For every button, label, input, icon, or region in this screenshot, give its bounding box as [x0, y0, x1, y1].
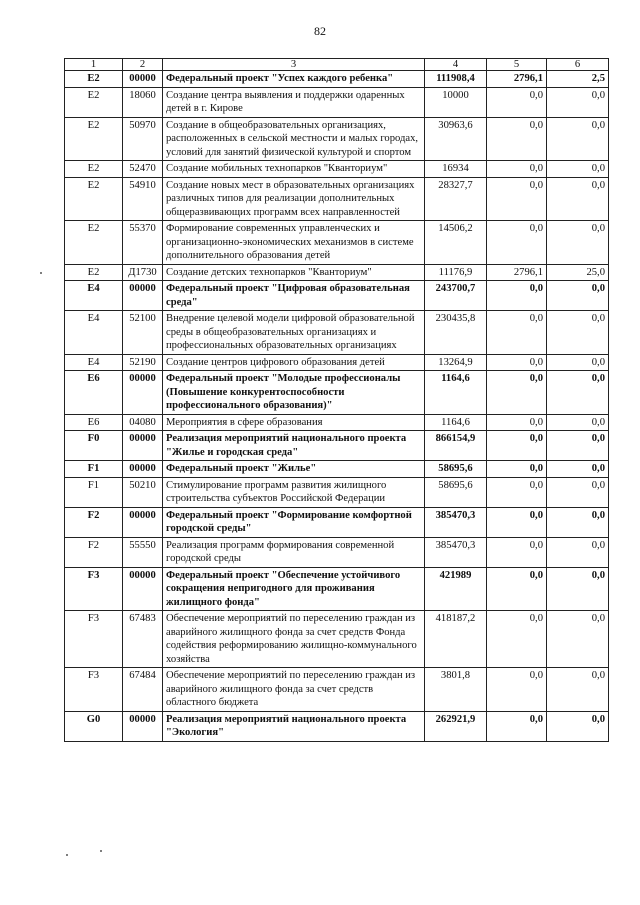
table-row — [65, 311, 609, 355]
row-subcode-cell: 00000 — [123, 371, 163, 415]
row-subcode-cell: 50970 — [123, 117, 163, 161]
row-code-cell: E6 — [65, 414, 123, 431]
row-amount-cell: 0,0 — [487, 537, 547, 567]
row-amount-cell: 0,0 — [487, 668, 547, 712]
row-amount-cell: 0,0 — [547, 461, 609, 478]
row-subcode-cell: 67484 — [123, 668, 163, 712]
row-name-cell: Федеральный проект "Обеспечение устойчивого сокращения непригодного для проживания жилищного фонда" — [163, 567, 425, 611]
row-amount-cell: 0,0 — [487, 281, 547, 311]
table-row — [65, 507, 609, 537]
row-amount-cell: 0,0 — [547, 117, 609, 161]
row-subcode-cell: 00000 — [123, 711, 163, 741]
scan-speck — [100, 850, 102, 852]
budget-table — [64, 58, 609, 742]
row-amount-cell: 2796,1 — [487, 264, 547, 281]
row-amount-cell: 0,0 — [487, 611, 547, 668]
row-amount-cell: 866154,9 — [425, 431, 487, 461]
row-name-cell: Реализация программ формирования современной городской среды — [163, 537, 425, 567]
table-row — [65, 371, 609, 415]
table-row — [65, 668, 609, 712]
row-amount-cell: 0,0 — [547, 711, 609, 741]
row-code-cell: E2 — [65, 161, 123, 178]
row-amount-cell: 0,0 — [487, 311, 547, 355]
row-amount-cell: 13264,9 — [425, 354, 487, 371]
row-code-cell: F0 — [65, 431, 123, 461]
row-name-cell: Федеральный проект "Жилье" — [163, 461, 425, 478]
column-header: 1 — [65, 59, 123, 71]
row-name-cell: Стимулирование программ развития жилищного строительства субъектов Российской Федерации — [163, 477, 425, 507]
row-subcode-cell: 00000 — [123, 507, 163, 537]
row-code-cell: E2 — [65, 87, 123, 117]
row-amount-cell: 385470,3 — [425, 537, 487, 567]
row-name-cell: Создание в общеобразовательных организациях, расположенных в сельской местности и малых городах, условий для занятий физической культурой и спортом — [163, 117, 425, 161]
table-row — [65, 264, 609, 281]
row-code-cell: E2 — [65, 264, 123, 281]
row-subcode-cell: 00000 — [123, 71, 163, 88]
row-amount-cell: 11176,9 — [425, 264, 487, 281]
column-header: 2 — [123, 59, 163, 71]
row-subcode-cell: 50210 — [123, 477, 163, 507]
row-amount-cell: 0,0 — [487, 354, 547, 371]
row-amount-cell: 2,5 — [547, 71, 609, 88]
table-row — [65, 431, 609, 461]
table-row — [65, 221, 609, 265]
row-code-cell: E2 — [65, 117, 123, 161]
row-amount-cell: 25,0 — [547, 264, 609, 281]
row-code-cell: F1 — [65, 477, 123, 507]
row-subcode-cell: 00000 — [123, 567, 163, 611]
row-subcode-cell: 55550 — [123, 537, 163, 567]
row-code-cell: F3 — [65, 611, 123, 668]
row-amount-cell: 0,0 — [547, 371, 609, 415]
table-body — [65, 71, 609, 742]
row-subcode-cell: 54910 — [123, 177, 163, 221]
table-row — [65, 117, 609, 161]
row-amount-cell: 0,0 — [547, 537, 609, 567]
row-code-cell: F2 — [65, 507, 123, 537]
row-amount-cell: 0,0 — [487, 461, 547, 478]
row-amount-cell: 111908,4 — [425, 71, 487, 88]
row-name-cell: Реализация мероприятий национального проекта "Экология" — [163, 711, 425, 741]
column-header: 4 — [425, 59, 487, 71]
row-amount-cell: 0,0 — [487, 177, 547, 221]
row-amount-cell: 58695,6 — [425, 477, 487, 507]
row-code-cell: E2 — [65, 177, 123, 221]
row-amount-cell: 0,0 — [547, 87, 609, 117]
row-subcode-cell: 52100 — [123, 311, 163, 355]
row-amount-cell: 0,0 — [487, 371, 547, 415]
row-amount-cell: 0,0 — [547, 668, 609, 712]
row-amount-cell: 230435,8 — [425, 311, 487, 355]
column-header: 3 — [163, 59, 425, 71]
row-subcode-cell: 55370 — [123, 221, 163, 265]
row-name-cell: Обеспечение мероприятий по переселению граждан из аварийного жилищного фонда за счет средств Фонда содействия реформированию жилищно-коммунального хозяйства — [163, 611, 425, 668]
row-name-cell: Создание мобильных технопарков "Кванториум" — [163, 161, 425, 178]
row-amount-cell: 0,0 — [547, 611, 609, 668]
table-row — [65, 161, 609, 178]
row-subcode-cell: Д1730 — [123, 264, 163, 281]
table-row — [65, 414, 609, 431]
row-name-cell: Реализация мероприятий национального проекта "Жилье и городская среда" — [163, 431, 425, 461]
row-amount-cell: 0,0 — [487, 477, 547, 507]
row-code-cell: F1 — [65, 461, 123, 478]
row-code-cell: F3 — [65, 567, 123, 611]
row-amount-cell: 0,0 — [547, 177, 609, 221]
row-amount-cell: 0,0 — [547, 414, 609, 431]
table-row — [65, 177, 609, 221]
row-amount-cell: 0,0 — [487, 567, 547, 611]
column-header: 5 — [487, 59, 547, 71]
row-subcode-cell: 18060 — [123, 87, 163, 117]
row-amount-cell: 0,0 — [547, 431, 609, 461]
row-code-cell: E4 — [65, 281, 123, 311]
row-amount-cell: 28327,7 — [425, 177, 487, 221]
row-amount-cell: 0,0 — [547, 507, 609, 537]
row-amount-cell: 30963,6 — [425, 117, 487, 161]
row-name-cell: Федеральный проект "Успех каждого ребенка" — [163, 71, 425, 88]
row-amount-cell: 0,0 — [547, 477, 609, 507]
row-amount-cell: 58695,6 — [425, 461, 487, 478]
row-name-cell: Внедрение целевой модели цифровой образовательной среды в общеобразовательных организациях и профессиональных образовательных организациях — [163, 311, 425, 355]
row-name-cell: Мероприятия в сфере образования — [163, 414, 425, 431]
row-amount-cell: 0,0 — [487, 431, 547, 461]
row-name-cell: Создание новых мест в образовательных организациях различных типов для реализации дополнительных общеразвивающих программ всех направленностей — [163, 177, 425, 221]
row-code-cell: G0 — [65, 711, 123, 741]
page-number: 82 — [314, 24, 326, 38]
row-subcode-cell: 00000 — [123, 281, 163, 311]
row-name-cell: Формирование современных управленческих и организационно-экономических механизмов в системе дополнительного образования детей — [163, 221, 425, 265]
row-amount-cell: 1164,6 — [425, 414, 487, 431]
row-amount-cell: 0,0 — [487, 87, 547, 117]
row-amount-cell: 0,0 — [487, 414, 547, 431]
row-amount-cell: 1164,6 — [425, 371, 487, 415]
row-subcode-cell: 52470 — [123, 161, 163, 178]
row-amount-cell: 0,0 — [487, 221, 547, 265]
row-amount-cell: 10000 — [425, 87, 487, 117]
row-name-cell: Обеспечение мероприятий по переселению граждан из аварийного жилищного фонда за счет средств областного бюджета — [163, 668, 425, 712]
table-row — [65, 537, 609, 567]
table-row — [65, 281, 609, 311]
table-row — [65, 71, 609, 88]
row-amount-cell: 0,0 — [487, 711, 547, 741]
row-amount-cell: 0,0 — [487, 161, 547, 178]
row-amount-cell: 0,0 — [547, 221, 609, 265]
row-subcode-cell: 52190 — [123, 354, 163, 371]
row-subcode-cell: 00000 — [123, 461, 163, 478]
row-name-cell: Создание центра выявления и поддержки одаренных детей в г. Кирове — [163, 87, 425, 117]
row-amount-cell: 385470,3 — [425, 507, 487, 537]
row-name-cell: Создание детских технопарков "Кванториум" — [163, 264, 425, 281]
row-code-cell: E2 — [65, 71, 123, 88]
table-header-row — [65, 59, 609, 71]
row-amount-cell: 0,0 — [487, 117, 547, 161]
row-amount-cell: 243700,7 — [425, 281, 487, 311]
row-amount-cell: 0,0 — [547, 161, 609, 178]
scan-speck — [66, 854, 68, 856]
row-name-cell: Федеральный проект "Молодые профессионалы (Повышение конкурентоспособности профессионального образования)" — [163, 371, 425, 415]
row-code-cell: E4 — [65, 354, 123, 371]
table-row — [65, 611, 609, 668]
row-subcode-cell: 04080 — [123, 414, 163, 431]
row-amount-cell: 16934 — [425, 161, 487, 178]
row-amount-cell: 3801,8 — [425, 668, 487, 712]
column-header: 6 — [547, 59, 609, 71]
row-amount-cell: 0,0 — [547, 354, 609, 371]
row-code-cell: F2 — [65, 537, 123, 567]
table-row — [65, 567, 609, 611]
row-amount-cell: 418187,2 — [425, 611, 487, 668]
row-amount-cell: 2796,1 — [487, 71, 547, 88]
row-code-cell: F3 — [65, 668, 123, 712]
row-amount-cell: 0,0 — [547, 567, 609, 611]
row-name-cell: Федеральный проект "Формирование комфортной городской среды" — [163, 507, 425, 537]
table-row — [65, 87, 609, 117]
row-amount-cell: 0,0 — [547, 311, 609, 355]
row-amount-cell: 262921,9 — [425, 711, 487, 741]
table-row — [65, 354, 609, 371]
row-code-cell: E6 — [65, 371, 123, 415]
row-amount-cell: 14506,2 — [425, 221, 487, 265]
row-amount-cell: 0,0 — [487, 507, 547, 537]
table-row — [65, 477, 609, 507]
row-name-cell: Федеральный проект "Цифровая образовательная среда" — [163, 281, 425, 311]
table-row — [65, 711, 609, 741]
row-code-cell: E2 — [65, 221, 123, 265]
row-subcode-cell: 67483 — [123, 611, 163, 668]
table-row — [65, 461, 609, 478]
row-code-cell: E4 — [65, 311, 123, 355]
row-name-cell: Создание центров цифрового образования детей — [163, 354, 425, 371]
scan-speck — [40, 272, 42, 274]
row-amount-cell: 421989 — [425, 567, 487, 611]
row-amount-cell: 0,0 — [547, 281, 609, 311]
row-subcode-cell: 00000 — [123, 431, 163, 461]
